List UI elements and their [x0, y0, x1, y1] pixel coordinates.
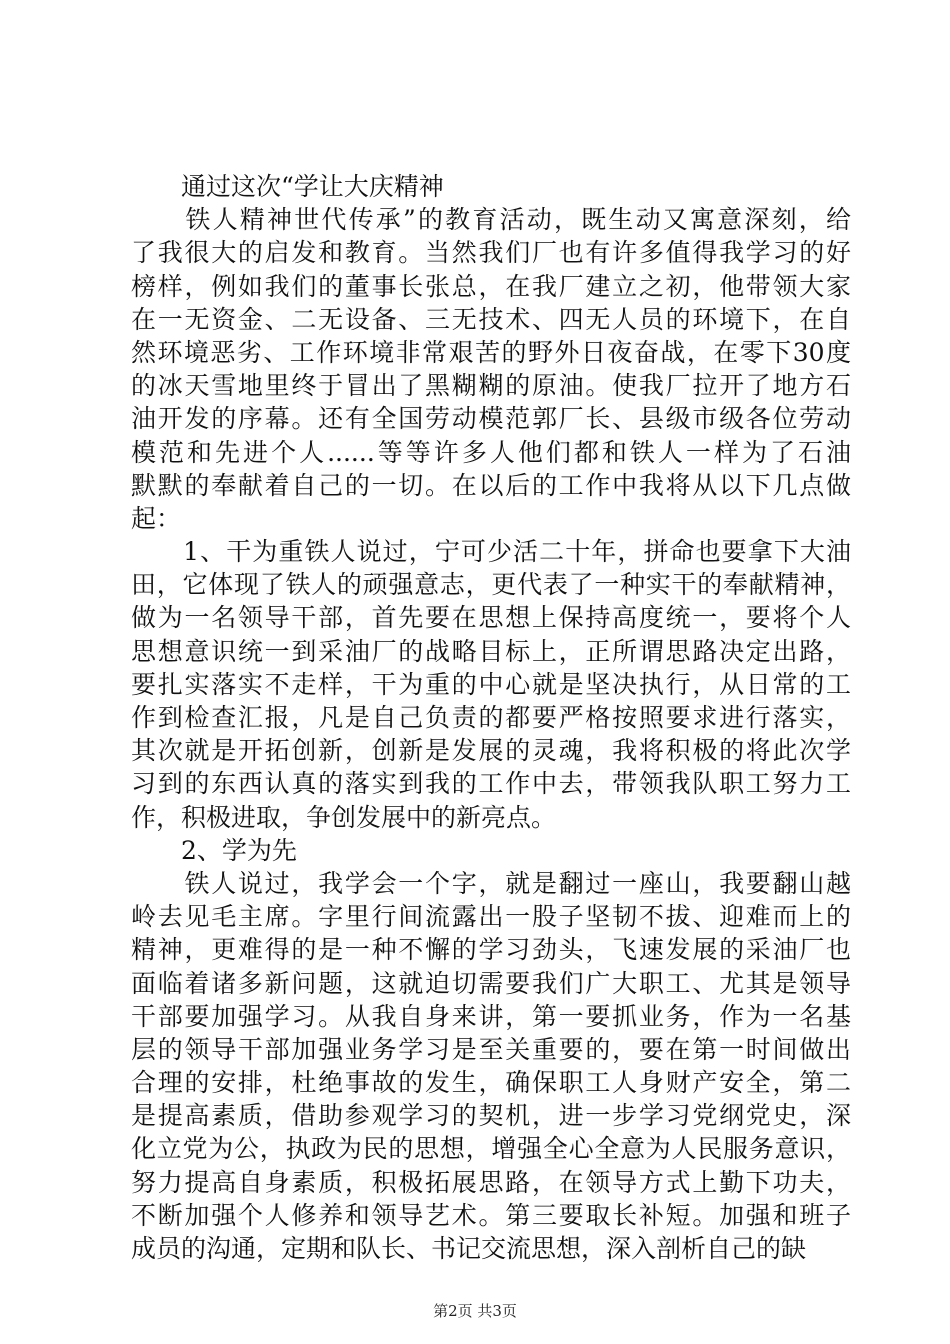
- paragraph-p-point-2: [131, 867, 851, 1265]
- text-line: 模范和先进个人......等等许多人他们都和铁人一样为了石油: [131, 437, 851, 467]
- text-line: 合理的安排，杜绝事故的发生，确保职工人身财产安全，第二: [131, 1068, 851, 1098]
- text-line: 通过这次“学让大庆精神: [131, 172, 444, 201]
- paragraph-p-intro-2: [131, 203, 851, 535]
- text-line: 作，积极进取，争创发展中的新亮点。: [131, 802, 557, 832]
- text-line: 的冰天雪地里终于冒出了黑糊糊的原油。使我厂拉开了地方石: [131, 371, 851, 401]
- text-line: 岭去见毛主席。字里行间流露出一股子坚韧不拔、迎难而上的: [131, 902, 851, 932]
- text-line: 干部要加强学习。从我自身来讲，第一要抓业务，作为一名基: [131, 1001, 851, 1031]
- text-line: 面临着诸多新问题，这就迫切需要我们广大职工、尤其是领导: [131, 968, 851, 998]
- text-line: 习到的东西认真的落实到我的工作中去，带领我队职工努力工: [131, 769, 851, 799]
- text-line: 不断加强个人修养和领导艺术。第三要取长补短。加强和班子: [131, 1200, 851, 1230]
- text-line: 化立党为公，执政为民的思想，增强全心全意为人民服务意识，: [131, 1134, 851, 1164]
- text-line: 然环境恶劣、工作环境非常艰苦的野外日夜奋战，在零下30度: [131, 337, 851, 367]
- text-line: 努力提高自身素质，积极拓展思路，在领导方式上勤下功夫，: [131, 1167, 851, 1197]
- text-line: 铁人说过，我学会一个字，就是翻过一座山，我要翻山越: [131, 868, 851, 898]
- text-line: 起：: [131, 503, 182, 533]
- text-line: 油开发的序幕。还有全国劳动模范郭厂长、县级市级各位劳动: [131, 404, 851, 434]
- text-line: 层的领导干部加强业务学习是至关重要的，要在第一时间做出: [131, 1034, 851, 1064]
- paragraph-p-point-2-title: [131, 834, 851, 867]
- text-line: 田，它体现了铁人的顽强意志，更代表了一种实干的奉献精神，: [131, 570, 851, 600]
- text-line: 在一无资金、二无设备、三无技术、四无人员的环境下，在自: [131, 304, 851, 334]
- text-line: 要扎实落实不走样，干为重的中心就是坚决执行，从日常的工: [131, 669, 851, 699]
- text-line: 1、干为重铁人说过，宁可少活二十年，拼命也要拿下大油: [131, 537, 851, 567]
- text-line: 其次就是开拓创新，创新是发展的灵魂，我将积极的将此次学: [131, 736, 851, 766]
- text-line: 成员的沟通，定期和队长、书记交流思想，深入剖析自己的缺: [131, 1234, 807, 1263]
- text-line: 铁人精神世代传承”的教育活动，既生动又寓意深刻，给: [131, 205, 851, 235]
- document-body: [131, 170, 851, 1265]
- text-line: 思想意识统一到采油厂的战略目标上，正所谓思路决定出路，: [131, 636, 851, 666]
- text-line: 作到检查汇报，凡是自己负责的都要严格按照要求进行落实，: [131, 703, 851, 732]
- page-footer: 第2页 共3页: [433, 1302, 517, 1320]
- text-line: 了我很大的启发和教育。当然我们厂也有许多值得我学习的好: [131, 238, 851, 268]
- text-line: 默默的奉献着自己的一切。在以后的工作中我将从以下几点做: [131, 470, 851, 500]
- paragraph-p-intro-1: [131, 170, 851, 203]
- paragraph-p-point-1: [131, 535, 851, 834]
- text-line: 做为一名领导干部，首先要在思想上保持高度统一，要将个人: [131, 603, 851, 633]
- text-line: 精神，更难得的是一种不懈的学习劲头，飞速发展的采油厂也: [131, 935, 851, 965]
- text-line: 2、学为先: [131, 835, 297, 865]
- text-line: 是提高素质，借助参观学习的契机，进一步学习党纲党史，深: [131, 1101, 851, 1131]
- text-line: 榜样，例如我们的董事长张总，在我厂建立之初，他带领大家: [131, 271, 851, 301]
